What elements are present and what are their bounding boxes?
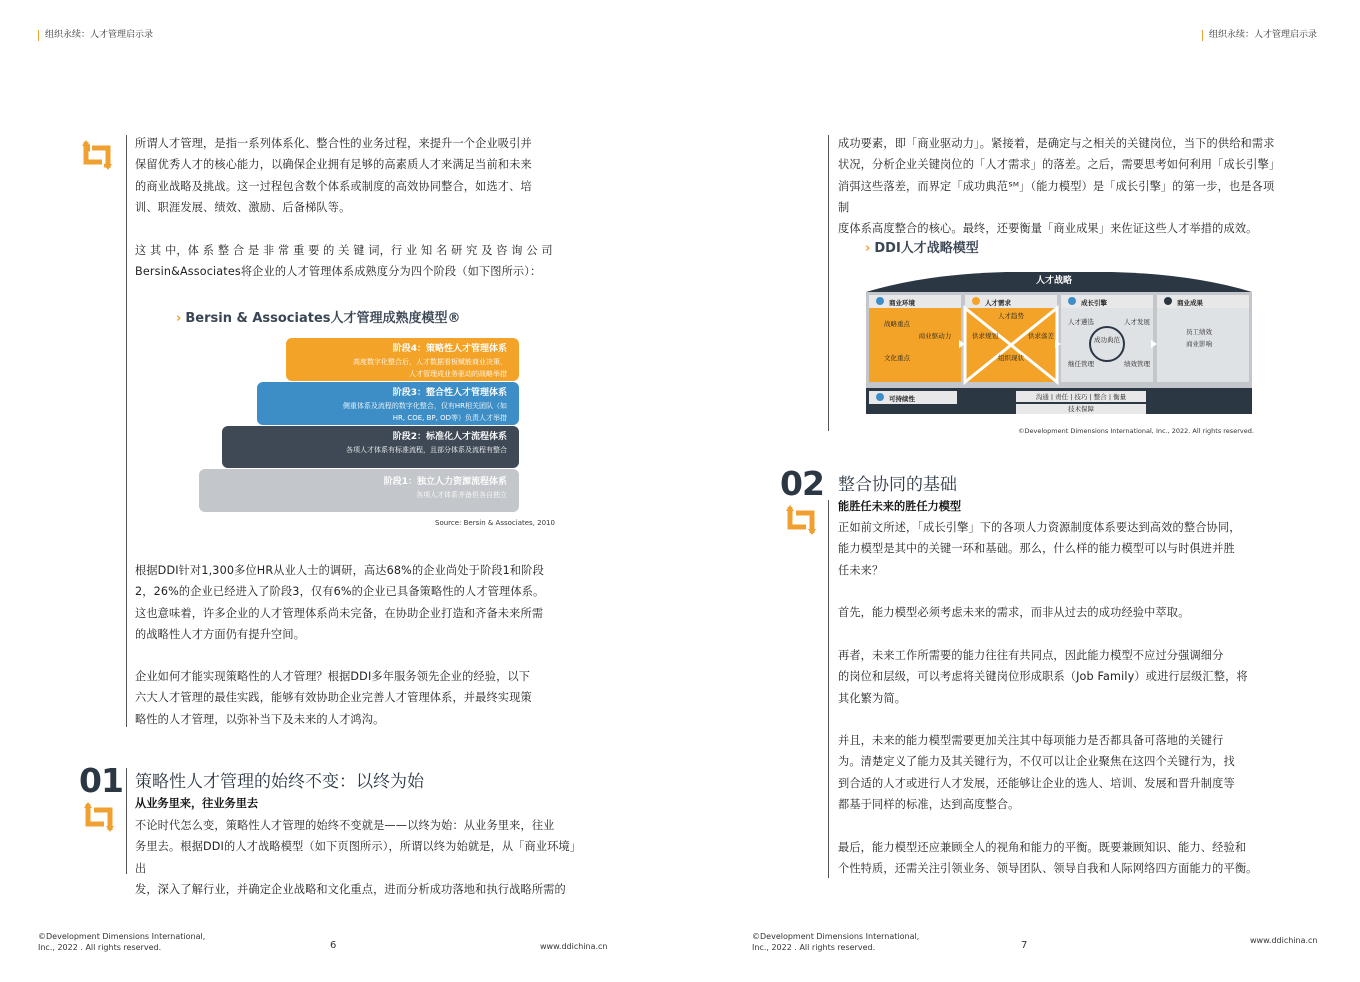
copyright-line: ©Development Dimensions International, [38, 932, 206, 941]
section1-paragraph [135, 815, 580, 900]
text-line: 状况，分析企业关键岗位的「人才需求」的落差。之后，需要思考如何利用「成长引擎」 [838, 158, 1281, 172]
bersin-figure-title [176, 310, 461, 328]
section-number-02: 02 [780, 464, 824, 503]
stage-desc: 各项人才体系齐备但各自独立 [416, 491, 507, 499]
item-talent-selection: 人才遴选 [1068, 318, 1094, 326]
text-line: 训、职涯发展、绩效、激励、后备梯队等。 [135, 200, 351, 214]
text-line: 能力模型是其中的关键一环和基础。那么，什么样的能力模型可以与时俱进并胜 [838, 542, 1235, 556]
section-title-01: 策略性人才管理的始终不变：以终为始 [135, 772, 424, 792]
stage-title: 阶段2：标准化人才流程体系 [392, 432, 507, 442]
item-supply-demand-plan: 供求规划 [972, 332, 998, 340]
ddi-figure-copyright: ©Development Dimensions International, Inc., 2022. All rights reserved. [1018, 427, 1254, 435]
section2-paragraph-2 [838, 602, 1283, 623]
loop-arrows-icon [784, 503, 818, 537]
intro-paragraph-1 [135, 133, 580, 218]
stage-desc: 高度数字化整合后，人才数据看板赋能商业决策， [353, 358, 507, 366]
figure-title-text: DDI人才战略模型 [874, 241, 979, 256]
copyright-line: ©Development Dimensions International, [752, 932, 920, 941]
item-employee-performance: 员工绩效 [1186, 328, 1212, 336]
left-rule-2 [126, 768, 127, 874]
section2-paragraph-3 [838, 645, 1283, 709]
footer-url-right[interactable]: www.ddichina.cn [1250, 936, 1318, 945]
stage-desc: 各项人才体系有标准流程，且部分体系及流程有整合 [346, 446, 507, 454]
copyright-line: Inc., 2022 . All rights reserved. [752, 943, 876, 952]
text-line: 企业如何才能实现策略性的人才管理？根据DDI多年服务领先企业的经验，以下 [135, 670, 531, 683]
text-line: 首先，能力模型必须考虑未来的需求，而非从过去的成功经验中萃取。 [838, 606, 1190, 619]
panel-header-growth-engine: 成长引擎 [1081, 299, 1107, 307]
panel-header-talent-needs: 人才需求 [985, 299, 1011, 307]
intro-paragraph-2 [135, 240, 580, 283]
text-line: 任未来？ [838, 563, 884, 577]
body-paragraph-1 [135, 560, 580, 645]
ddi-banner-label: 人才战略 [1036, 276, 1073, 286]
stage-4 [286, 338, 519, 381]
text-line: 发，深入了解行业，并确定企业战略和文化重点，进而分析成功落地和执行战略所需的 [135, 882, 566, 896]
text-line: 的岗位和层级，可以考虑将关键岗位形成职系（Job Family）或进行层级汇整，将 [838, 670, 1248, 684]
text-line: Bersin&Associates将企业的人才管理体系成熟度分为四个阶段（如下图所示）： [135, 265, 542, 279]
item-talent-trends: 人才趋势 [998, 312, 1024, 320]
section-subtitle-01: 从业务里来，往业务里去 [135, 797, 259, 810]
text-line: 到合适的人才或进行人才发展，还能够让企业的选人、培训、发展和晋升制度等 [838, 776, 1235, 790]
stage-desc: HR, COE, BP, OD等）负责人才举措 [392, 414, 507, 422]
item-performance-mgmt: 绩效管理 [1124, 360, 1150, 368]
figure-source: Source: Bersin & Associates, 2010 [435, 519, 555, 527]
page-number-left: 6 [330, 940, 337, 951]
ddi-talent-strategy-model [866, 268, 1252, 418]
text-line: 的战略性人才方面仍有提升空间。 [135, 627, 306, 641]
bottom-tech-support: 技术保障 [1068, 405, 1094, 413]
item-talent-development: 人才发展 [1124, 318, 1150, 326]
item-supply-demand-gap: 供求落差 [1028, 332, 1054, 340]
loop-arrows-icon [82, 800, 116, 834]
footer-copyright-left [38, 931, 205, 953]
chevron-right-icon: › [865, 241, 871, 256]
text-line: 根据DDI针对1,300多位HR从业人士的调研，高达68%的企业尚处于阶段1和阶段 [135, 564, 544, 577]
item-business-impact: 商业影响 [1186, 340, 1212, 348]
copyright-line: Inc., 2022 . All rights reserved. [38, 943, 162, 952]
panel-header-business-env: 商业环境 [889, 299, 915, 307]
text-line: 度体系高度整合的核心。最终，还要衡量「商业成果」来佐证这些人才举措的成效。 [838, 222, 1258, 236]
text-line: 保留优秀人才的核心能力，以确保企业拥有足够的高素质人才来满足当前和未来 [135, 158, 532, 172]
stage-1 [199, 469, 519, 512]
text-line: 略性的人才管理，以弥补当下及未来的人才鸿沟。 [135, 712, 385, 726]
running-header-right: 组织永续：人才管理启示录 [1202, 30, 1317, 41]
stage-3 [257, 382, 519, 425]
section2-paragraph-4 [838, 730, 1283, 815]
text-line: 所谓人才管理，是指一系列体系化、整合性的业务过程，来提升一个企业吸引并 [135, 137, 532, 150]
text-line: 个性特质，还需关注引领业务、领导团队、领导自我和人际网络四方面能力的平衡。 [838, 862, 1258, 876]
item-business-drivers: 商业驱动力 [918, 332, 952, 340]
section2-paragraph-5 [838, 837, 1283, 880]
text-line: 这也意味着，许多企业的人才管理体系尚未完备，在协助企业打造和齐备未来所需 [135, 606, 544, 620]
stage-title: 阶段1：独立人力资源流程体系 [383, 477, 507, 487]
section-subtitle-02: 能胜任未来的胜任力模型 [838, 500, 962, 513]
text-line: 最后，能力模型还应兼顾全人的视角和能力的平衡。既要兼顾知识、能力、经验和 [838, 841, 1247, 854]
text-line: 都基于同样的标准，达到高度整合。 [838, 797, 1020, 811]
text-line: 的商业战略及挑战。这一过程包含数个体系或制度的高效协同整合，如选才、培 [135, 179, 532, 193]
loop-arrows-icon [80, 138, 114, 172]
stage-title: 阶段4：策略性人才管理体系 [392, 344, 507, 354]
panel-header-business-results: 商业成果 [1177, 299, 1203, 307]
section2-paragraph-1 [838, 517, 1283, 581]
text-line: 为。清楚定义了能力及其关键行为，不仅可以让企业聚焦在这四个关键行为，找 [838, 755, 1235, 769]
text-line: 并且，未来的能力模型需要更加关注其中每项能力是否都具备可落地的关键行 [838, 734, 1224, 747]
stage-desc: 人才管理成业务驱动的战略举措 [409, 370, 507, 378]
item-success-profile: 成功典范 [1094, 336, 1120, 344]
section-title-02: 整合协同的基础 [838, 475, 957, 495]
text-line: 其化繁为简。 [838, 691, 907, 705]
text-line: 正如前文所述，「成长引擎」下的各项人力资源制度体系要达到高效的整合协同， [838, 521, 1241, 534]
right-rule-2 [828, 500, 829, 878]
text-line: 再者，未来工作所需要的能力往往有共同点，因此能力模型不应过分强调细分 [838, 649, 1224, 662]
text-line: 消弭这些落差，而界定「成功典范ᔆᴹ」（能力模型）是「成长引擎」的第一步，也是各项制 [838, 179, 1275, 214]
left-rule-1 [126, 135, 127, 727]
stage-title: 阶段3：整合性人才管理体系 [392, 388, 507, 398]
chevron-right-icon: › [176, 311, 182, 326]
text-line: 这 其 中，体 系 整 合 是 非 常 重 要 的 关 键 词，行 业 知 名 研 究 及 咨 询 公 司 [135, 244, 553, 257]
stage-2 [222, 426, 519, 468]
item-succession-mgmt: 继任管理 [1068, 360, 1094, 368]
stage-desc: 侧重体系及流程的数字化整合，仅有HR相关团队（如 [342, 402, 507, 410]
item-culture-focus: 文化重点 [884, 354, 910, 362]
sustainability-label: 可持续性 [889, 395, 915, 403]
ddi-figure-title [865, 240, 979, 258]
item-org-status: 组织现状 [998, 354, 1024, 362]
text-line: 2，26%的企业已经进入了阶段3，仅有6%的企业已具备策略性的人才管理体系。 [135, 585, 545, 599]
section-number-01: 01 [79, 761, 123, 800]
figure-title-text: Bersin & Associates人才管理成熟度模型® [185, 311, 461, 326]
bottom-enablers: 沟通 | 责任 | 技巧 | 整合 | 衡量 [1035, 393, 1127, 401]
running-header-left: 组织永续：人才管理启示录 [38, 30, 153, 41]
text-line: 六大人才管理的最佳实践，能够有效协助企业完善人才管理体系，并最终实现策 [135, 691, 532, 705]
footer-copyright-right [752, 931, 919, 953]
text-line: 务里去。根据DDI的人才战略模型（如下页图所示），所谓以终为始就是，从「商业环境」出 [135, 840, 576, 875]
text-line: 成功要素，即「商业驱动力」。紧接着，是确定与之相关的关键岗位，当下的供给和需求 [838, 137, 1275, 150]
right-intro-paragraph [838, 133, 1283, 239]
footer-url-left[interactable]: www.ddichina.cn [540, 942, 608, 951]
item-strategy-focus: 战略重点 [884, 320, 910, 328]
page-number-right: 7 [1021, 940, 1028, 951]
right-rule-1 [828, 135, 829, 431]
body-paragraph-2 [135, 666, 580, 730]
text-line: 不论时代怎么变，策略性人才管理的始终不变就是——以终为始：从业务里来，往业 [135, 819, 555, 832]
